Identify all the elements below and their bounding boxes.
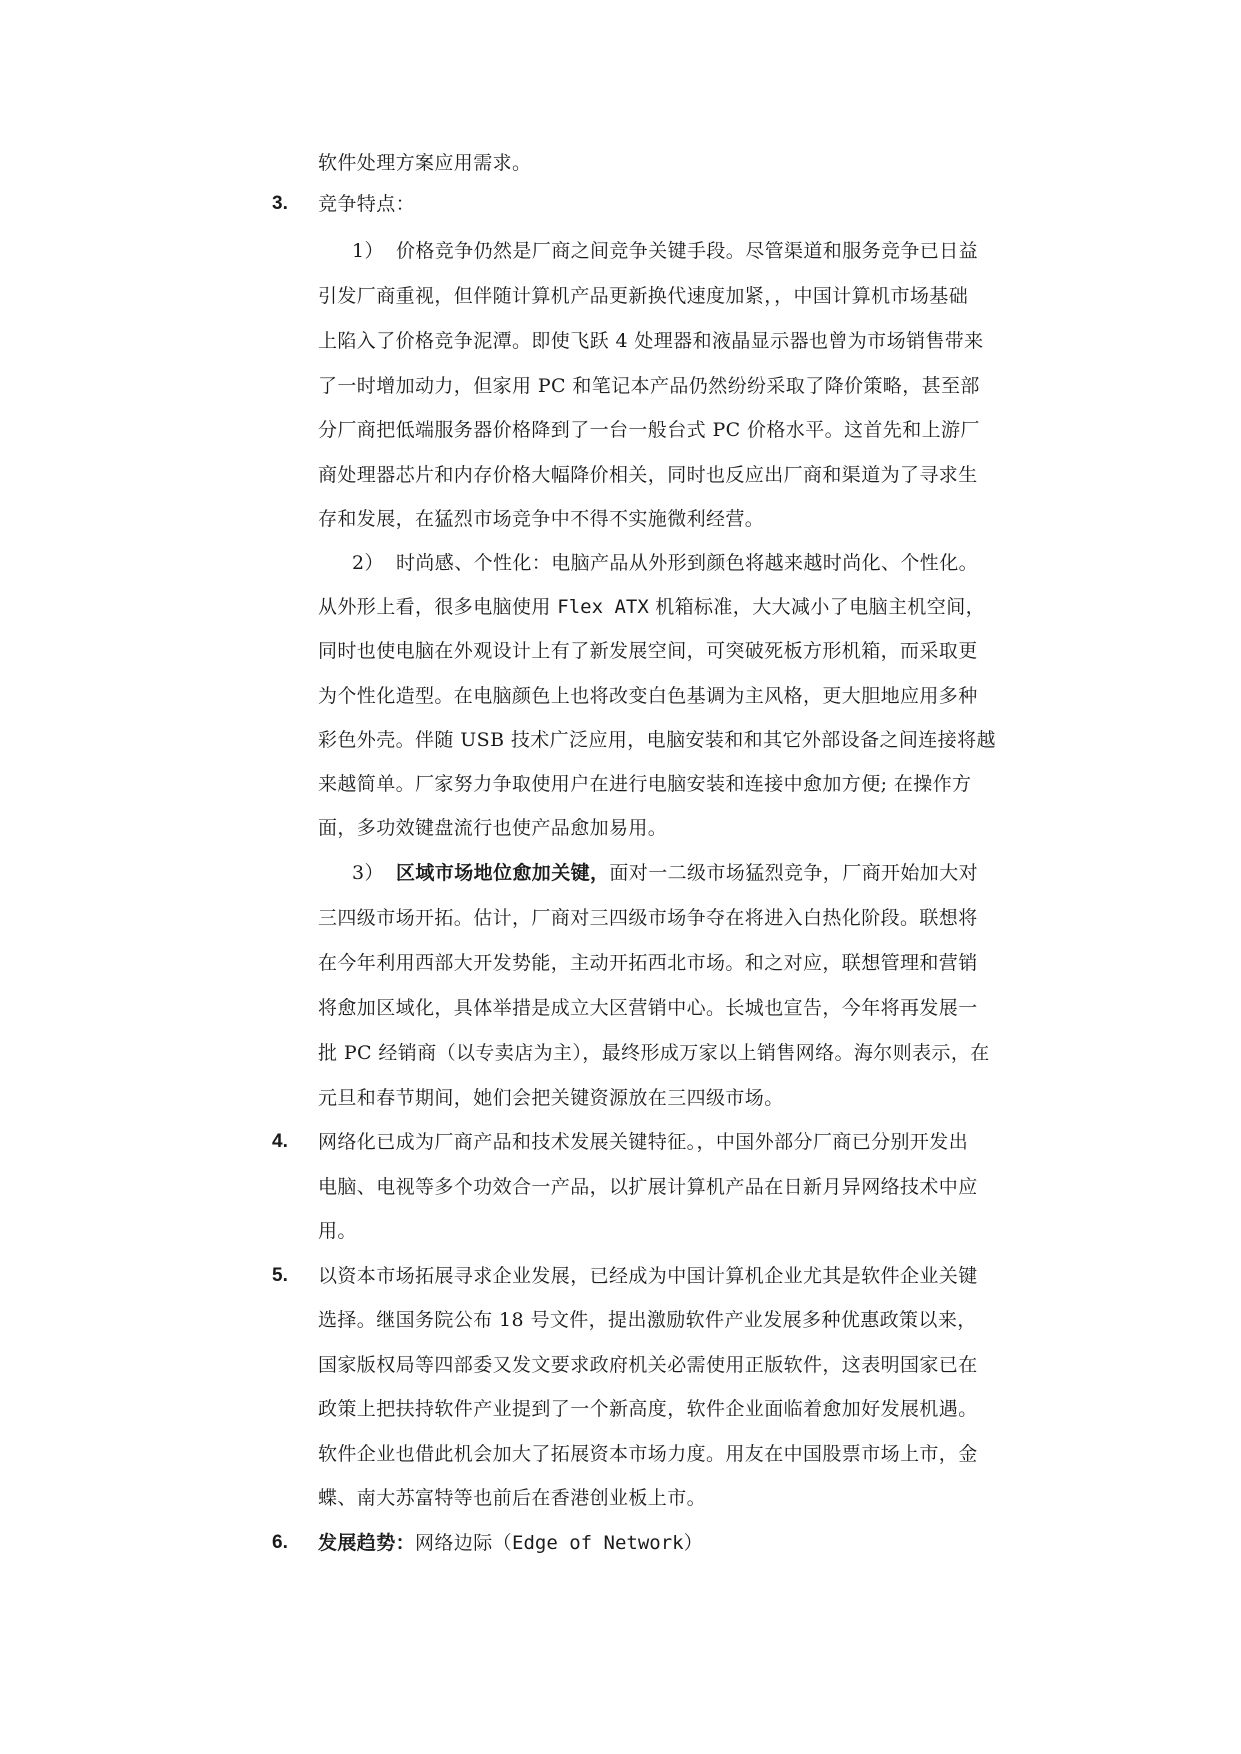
list-number: 3. [272, 193, 288, 214]
text-line [352, 550, 978, 576]
list-number: 5. [272, 1265, 288, 1286]
bold-phrase: 区域市场地位愈加关键， [396, 862, 610, 884]
text-line: 元旦和春节期间，她们会把关键资源放在三四级市场。 [318, 1087, 784, 1109]
sub-list-number: 2） [352, 552, 384, 574]
text-line: 用。 [318, 1220, 357, 1242]
text-line [318, 1530, 703, 1556]
text-line: 商处理器芯片和内存价格大幅降价相关，同时也反应出厂商和渠道为了寻求生 [318, 464, 978, 486]
text-span: ） [683, 1532, 704, 1554]
text-span: Edge of Network [512, 1532, 684, 1554]
text-line: 分厂商把低端服务器价格降到了一台一般台式 PC 价格水平。这首先和上游厂 [318, 419, 980, 441]
text-line: 为个性化造型。在电脑颜色上也将改变白色基调为主风格，更大胆地应用多种 [318, 685, 978, 707]
text-span: 时尚感、个性化：电脑产品从外形到颜色将越来越时尚化、个性化。 [396, 552, 979, 574]
text-span: Flex ATX [557, 596, 649, 618]
text-line: 软件企业也借此机会加大了拓展资本市场力度。用友在中国股票市场上市，金 [318, 1443, 978, 1465]
list-number: 4. [272, 1131, 288, 1152]
text-span: 网络边际（ [415, 1532, 513, 1554]
text-span: 价格竞争仍然是厂商之间竞争关键手段。尽管渠道和服务竞争已日益 [396, 240, 979, 262]
text-line: 以资本市场拓展寻求企业发展，已经成为中国计算机企业尤其是软件企业关键 [318, 1265, 978, 1287]
list-number: 6. [272, 1532, 288, 1553]
text-line [352, 238, 978, 264]
text-line [352, 860, 978, 886]
text-line: 在今年利用西部大开发势能，主动开拓西北市场。和之对应，联想管理和营销 [318, 952, 978, 974]
text-line: 三四级市场开拓。估计，厂商对三四级市场争夺在将进入白热化阶段。联想将 [318, 907, 978, 929]
text-line: 选择。继国务院公布 18 号文件，提出激励软件产业发展多种优惠政策以来， [318, 1309, 977, 1331]
sub-list-number: 3） [352, 862, 384, 884]
text-line: 政策上把扶持软件产业提到了一个新高度，软件企业面临着愈加好发展机遇。 [318, 1398, 978, 1420]
text-line: 彩色外壳。伴随 USB 技术广泛应用，电脑安装和和其它外部设备之间连接将越 [318, 729, 996, 751]
text-line: 软件处理方案应用需求。 [318, 152, 532, 174]
text-line: 存和发展，在猛烈市场竞争中不得不实施微利经营。 [318, 508, 765, 530]
text-line: 将愈加区域化，具体举措是成立大区营销中心。长城也宣告，今年将再发展一 [318, 997, 978, 1019]
text-span: 机箱标准，大大减小了电脑主机空间， [648, 596, 986, 618]
text-line: 引发厂商重视，但伴随计算机产品更新换代速度加紧，，中国计算机市场基础 [318, 285, 969, 307]
text-line: 面，多功效键盘流行也使产品愈加易用。 [318, 817, 668, 839]
text-line: 了一时增加动力，但家用 PC 和笔记本产品仍然纷纷采取了降价策略，甚至部 [318, 375, 980, 397]
text-line: 同时也使电脑在外观设计上有了新发展空间，可突破死板方形机箱，而采取更 [318, 640, 978, 662]
text-line [318, 594, 985, 620]
section-heading: 竞争特点： [318, 193, 416, 215]
text-line: 电脑、电视等多个功效合一产品，以扩展计算机产品在日新月异网络技术中应 [318, 1176, 978, 1198]
text-line: 蝶、南大苏富特等也前后在香港创业板上市。 [318, 1487, 707, 1509]
sub-list-number: 1） [352, 240, 384, 262]
text-line: 批 PC 经销商（以专卖店为主），最终形成万家以上销售网络。海尔则表示，在 [318, 1042, 990, 1064]
text-line: 国家版权局等四部委又发文要求政府机关必需使用正版软件，这表明国家已在 [318, 1354, 978, 1376]
text-span: 从外形上看，很多电脑使用 [318, 596, 558, 618]
text-span: 面对一二级市场猛烈竞争，厂商开始加大对 [609, 862, 979, 884]
text-line: 上陷入了价格竞争泥潭。即使飞跃 4 处理器和液晶显示器也曾为市场销售带来 [318, 330, 984, 352]
text-line: 来越简单。厂家努力争取使用户在进行电脑安装和连接中愈加方便; 在操作方 [318, 773, 972, 795]
bold-phrase: 发展趋势： [318, 1532, 416, 1554]
text-line: 网络化已成为厂商产品和技术发展关键特征。，中国外部分厂商已分别开发出 [318, 1131, 969, 1153]
